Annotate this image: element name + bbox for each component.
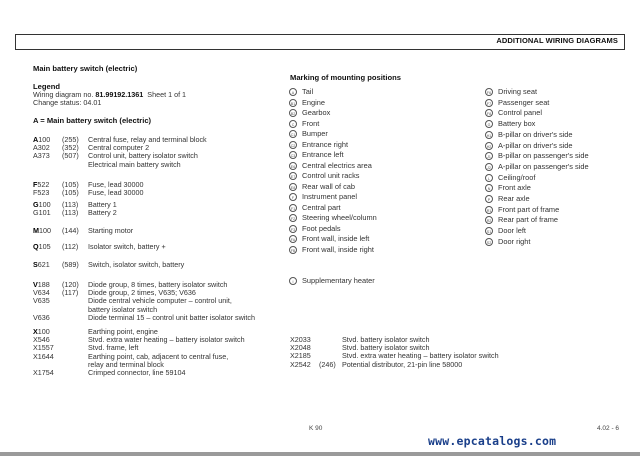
component-description: relay and terminal block [88,359,164,369]
component-code-letter: Q [33,242,39,251]
mounting-item [485,141,573,151]
mounting-item [289,150,344,160]
mounting-item [289,108,330,118]
mounting-label: Control unit racks [302,171,360,180]
mounting-position-a-icon: A [289,88,297,96]
mounting-item [485,130,573,140]
mounting-label: Front [302,118,320,128]
component-code: V636 [33,312,50,322]
component-description: Central fuse, relay and terminal block [88,135,207,144]
connector-description: Potential distributor, 21-pin line 58000 [342,359,463,369]
mounting-item [289,140,348,150]
component-description: Central computer 2 [88,143,150,153]
mounting-item [289,234,369,244]
mounting-item [485,108,542,118]
component-code-letter: F [33,180,38,189]
mounting-position-f8-icon: F8 [485,109,493,117]
mounting-position-c2-icon: C2 [289,141,297,149]
mounting-label: A-pillar on passenger's side [498,161,589,171]
mounting-position-f3-icon: F3 [289,225,297,233]
mounting-label: Foot pedals [302,223,341,233]
component-code: M100 [33,226,51,235]
mounting-position-n-icon: N [485,184,493,192]
mounting-item [289,98,325,108]
component-description: Fuse, lead 30000 [88,188,144,198]
component-code: F523 [33,188,50,198]
component-description: Stvd. extra water heating – battery isolator switch [88,335,245,345]
component-code-letter: V [33,280,38,289]
mounting-position-f1-icon: F1 [289,204,297,212]
component-description: Switch, isolator switch, battery [88,260,185,269]
mounting-item [485,119,535,129]
mounting-item [289,119,319,129]
mounting-position-l-icon: L [485,174,493,182]
component-ref-number: (105) [62,180,79,189]
component-code: A100 [33,135,51,144]
mounting-position-b2-icon: B2 [289,109,297,117]
mounting-position-fb-icon: FB [289,246,297,254]
mounting-label: Driving seat [498,87,538,96]
mounting-label: B-pillar on passenger's side [498,151,589,161]
mounting-item [289,129,328,139]
mounting-item [485,194,530,204]
component-description: Diode central vehicle computer – control unit, [88,296,232,306]
mounting-position-c1-icon: C1 [289,130,297,138]
footer-model: K 90 [309,425,323,432]
section-header-title: ADDITIONAL WIRING DIAGRAMS [496,36,618,45]
component-ref-number: (105) [62,188,79,198]
mounting-title: Marking of mounting positions [290,73,401,82]
mounting-position-r2-icon: R2 [485,216,493,224]
mounting-item [485,87,537,97]
component-code: F522 [33,180,50,189]
change-status: Change status: 04.01 [33,98,102,107]
mounting-position-e7-icon: E7 [289,172,297,180]
component-description: Earthing point, engine [88,327,158,336]
mounting-position-c-icon: C [289,120,297,128]
mounting-label: Entrance left [302,150,344,159]
mounting-label: Central electrics area [302,160,372,170]
mounting-label: Ceiling/roof [498,172,536,182]
component-ref-number: (112) [62,242,79,251]
component-ref-number: (352) [62,143,79,153]
mounting-label: Instrument panel [302,192,358,201]
mounting-label: Front axle [498,183,531,193]
mounting-position-e6-icon: E6 [289,162,297,170]
mounting-label: Control panel [498,108,542,118]
mounting-item [485,183,531,193]
mounting-item [289,276,375,286]
component-description: Diode group, 2 times, V635; V636 [88,288,196,298]
component-description: Diode group, 8 times, battery isolator switch [88,280,228,289]
component-description: Starting motor [88,226,134,235]
mounting-label: Engine [302,97,326,107]
mounting-item [289,245,374,255]
mounting-item [289,192,357,202]
mounting-item [289,161,372,171]
component-code: G101 [33,208,51,218]
connector-code: X2542 [290,359,311,369]
mounting-label: Passenger seat [498,97,550,107]
connector-code: X2185 [290,351,311,361]
mounting-item [289,213,377,223]
component-description: Stvd. frame, left [88,343,139,353]
mounting-position-f6-icon: F6 [485,88,493,96]
component-description: Fuse, lead 30000 [88,180,144,189]
mounting-item [289,224,341,234]
mounting-position-j2-icon: J2 [485,163,493,171]
mounting-item [485,173,535,183]
connector-description: Stvd. extra water heating – battery isolator switch [342,351,499,361]
sheet-info: Sheet 1 of 1 [147,90,187,99]
component-description: Earthing point, cab, adjacent to central fuse, [88,351,229,361]
mounting-position-h2-icon: H2 [485,142,493,150]
component-description: Crimped connector, line 59104 [88,368,186,377]
footer-page-number: 4.02 - 6 [597,425,620,432]
mounting-position-s1-icon: S1 [485,227,493,235]
mounting-label: Tail [302,87,314,96]
component-code: X100 [33,327,50,336]
component-code-letter: A [33,135,39,144]
mounting-item [485,226,526,236]
wiring-number: 81.99192.1361 [95,90,144,99]
component-code: X1644 [33,351,54,361]
component-ref-number: (120) [62,280,79,289]
mounting-label: Front part of frame [498,204,560,214]
watermark-link[interactable]: www.epcatalogs.com [428,434,557,448]
mounting-item [485,162,589,172]
component-ref-number: (507) [62,151,79,161]
connector-code: X2048 [290,343,311,353]
mounting-position-s2-icon: S2 [485,238,493,246]
bottom-edge [0,452,640,456]
mounting-label: Door left [498,226,526,236]
mounting-position-b1-icon: B1 [289,99,297,107]
mounting-position-i-icon: I [289,277,297,285]
component-code: X1754 [33,368,54,377]
component-description: Diode terminal 15 – control unit batter isolator switch [88,312,255,322]
mounting-label: Bumper [302,129,328,138]
mounting-label: Front wall, inside right [302,244,374,254]
mounting-item [289,171,360,181]
component-code: V188 [33,280,50,289]
component-code-letter: G [33,200,39,209]
mounting-position-r1-icon: R1 [485,206,493,214]
mounting-position-c3-icon: C3 [289,151,297,159]
mounting-position-h1-icon: H1 [485,131,493,139]
component-code: S621 [33,260,50,269]
component-ref-number: (144) [62,226,79,235]
mounting-item [289,87,313,97]
component-description: Battery 1 [88,200,117,209]
mounting-position-fa-icon: FA [289,235,297,243]
mounting-item [485,237,530,247]
section-a-title: A = Main battery switch (electric) [33,116,152,125]
mounting-item [485,205,559,215]
component-description: Control unit, battery isolator switch [88,151,198,161]
connector-description: Stvd. battery isolator switch [342,343,430,353]
mounting-label: Gearbox [302,108,331,117]
mounting-position-e8-icon: E8 [289,183,297,191]
component-code: X1557 [33,343,54,353]
mounting-label: A-pillar on driver's side [498,140,573,150]
mounting-label: Supplementary heater [302,276,375,285]
wiring-prefix: Wiring diagram no. [33,90,94,99]
mounting-label: Door right [498,236,531,246]
mounting-position-p-icon: P [485,195,493,203]
component-description: Battery 2 [88,208,117,218]
component-description: Electrical main battery switch [88,159,181,169]
mounting-label: Front wall, inside left [302,234,370,243]
component-description: Isolator switch, battery + [88,242,166,251]
mounting-item [485,151,589,161]
mounting-label: Steering wheel/column [302,213,377,222]
component-code: G100 [33,200,51,209]
mounting-label: Battery box [498,119,536,129]
mounting-position-j1-icon: J1 [485,152,493,160]
mounting-position-g-icon: G [485,120,493,128]
component-code: A302 [33,143,50,153]
mounting-label: Rear part of frame [498,215,558,225]
mounting-item [289,203,341,213]
connector-description: Stvd. battery isolator switch [342,335,430,344]
mounting-position-f7-icon: F7 [485,99,493,107]
component-ref-number: (113) [62,200,79,209]
component-code: Q105 [33,242,51,251]
mounting-label: B-pillar on driver's side [498,129,573,139]
mounting-label: Entrance right [302,139,349,149]
component-ref-number: (113) [62,208,79,218]
component-code: V634 [33,288,50,298]
component-code-letter: S [33,260,38,269]
header-bar [15,34,625,50]
mounting-position-f2-icon: F2 [289,214,297,222]
component-code: A373 [33,151,50,161]
component-code: X546 [33,335,50,345]
page-title: Main battery switch (electric) [33,64,138,73]
mounting-label: Rear axle [498,194,530,203]
mounting-item [485,215,558,225]
component-ref-number: (255) [62,135,79,144]
legend-heading: Legend [33,82,61,91]
component-description: battery isolator switch [88,304,158,314]
component-ref-number: (589) [62,260,79,269]
component-code-letter: X [33,327,38,336]
mounting-item [485,98,549,108]
mounting-label: Rear wall of cab [302,181,355,191]
component-ref-number: (117) [62,288,79,298]
connector-ref-number: (246) [319,359,336,369]
component-code: V635 [33,296,50,306]
mounting-position-f-icon: F [289,193,297,201]
mounting-item [289,182,355,192]
component-code-letter: M [33,226,39,235]
connector-code: X2033 [290,335,311,344]
mounting-label: Central part [302,202,341,212]
